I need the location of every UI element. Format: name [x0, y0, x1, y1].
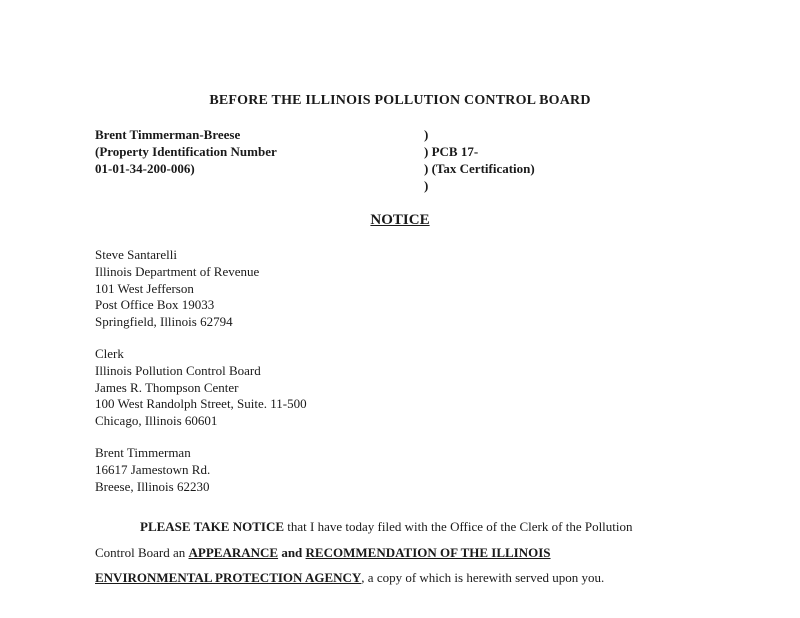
please-take-notice: PLEASE TAKE NOTICE — [140, 519, 285, 534]
address-line: Breese, Illinois 62230 — [95, 478, 210, 494]
body-text: that I have today filed with the Office of the Clerk of the Pollution — [284, 519, 633, 534]
caption-bracket-4: ) — [424, 178, 429, 193]
property-id-label: (Property Identification Number — [95, 144, 277, 159]
notice-body-line-1 — [140, 519, 780, 535]
notice-body-line-3 — [95, 570, 735, 586]
case-type: ) (Tax Certification) — [424, 161, 535, 176]
notice-body-line-2 — [95, 545, 735, 561]
case-caption-parties — [95, 126, 277, 177]
notice-title-text: NOTICE — [370, 212, 430, 228]
address-line: 16617 Jamestown Rd. — [95, 461, 211, 477]
address-line: Brent Timmerman — [95, 445, 191, 460]
address-line: Illinois Pollution Control Board — [95, 362, 261, 378]
addressee-block-revenue — [95, 247, 259, 331]
address-line: James R. Thompson Center — [95, 379, 239, 395]
caption-bracket-1: ) — [424, 127, 429, 142]
address-line: Illinois Department of Revenue — [95, 263, 260, 279]
addressee-block-clerk — [95, 346, 307, 430]
case-caption-docket — [424, 126, 535, 194]
case-number: ) PCB 17- — [424, 144, 479, 159]
recommendation-title: RECOMMENDATION OF THE ILLINOIS — [305, 545, 551, 560]
body-and: and — [278, 545, 306, 560]
address-line: Post Office Box 19033 — [95, 297, 215, 313]
address-line: Chicago, Illinois 60601 — [95, 413, 218, 429]
address-line: 101 West Jefferson — [95, 280, 194, 296]
board-heading: BEFORE THE ILLINOIS POLLUTION CONTROL BOARD — [209, 93, 591, 108]
body-text: Control Board an — [95, 545, 189, 560]
petitioner-name: Brent Timmerman-Breese — [95, 127, 241, 142]
address-line: Clerk — [95, 346, 124, 361]
addressee-block-petitioner — [95, 445, 210, 495]
notice-title — [0, 212, 800, 229]
agency-title: ENVIRONMENTAL PROTECTION AGENCY — [95, 570, 362, 585]
address-line: Springfield, Illinois 62794 — [95, 314, 233, 330]
body-text: , a copy of which is herewith served upon you. — [361, 570, 605, 585]
address-line: Steve Santarelli — [95, 247, 177, 262]
property-id-number: 01-01-34-200-006) — [95, 161, 195, 176]
address-line: 100 West Randolph Street, Suite. 11-500 — [95, 396, 307, 412]
appearance-title: APPEARANCE — [188, 545, 279, 560]
